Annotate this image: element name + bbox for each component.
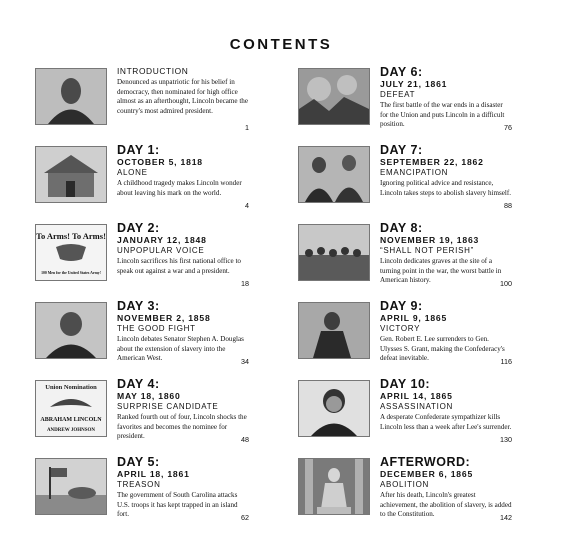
page-number: 130 [500,435,512,444]
portrait-icon [299,381,369,436]
portrait-icon [299,303,369,358]
entry-day: DAY 2: [117,221,160,235]
entry-subtitle: UNPOPULAR VOICE [117,246,205,255]
entry-description: A desperate Confederate sympathizer kills Lincoln less than a week after Lee's surrender. [380,413,512,431]
entry-subtitle: THE GOOD FIGHT [117,324,196,333]
poster-subline: 100 Men for the United States Army! [41,271,101,275]
battle-icon [299,69,369,124]
poster-icon [36,225,106,280]
page-number: 34 [241,357,249,366]
toc-entry-day-6[interactable] [298,66,512,132]
entry-date: DECEMBER 6, 1865 [380,469,474,479]
toc-entry-afterword[interactable] [298,456,512,522]
booth-portrait-thumbnail [298,380,370,437]
entry-day: DAY 8: [380,221,423,235]
entry-day: DAY 9: [380,299,423,313]
page-number: 88 [504,201,512,210]
grant-portrait-thumbnail [298,302,370,359]
page-number: 100 [500,279,512,288]
entry-day: DAY 10: [380,377,431,391]
entry-description: Denounced as unpatriotic for his belief in democracy, then nominated for high office almost as an afterthought, Lincoln became the country's most admired president. [117,78,248,115]
toc-entry-day-1[interactable] [35,144,249,210]
entry-date: NOVEMBER 19, 1863 [380,235,480,245]
entry-date: SEPTEMBER 22, 1862 [380,157,484,167]
page-number: 18 [241,279,249,288]
toc-entry-day-4[interactable] [35,378,249,444]
toc-entry-day-7[interactable] [298,144,512,210]
recruiting-poster-thumbnail [35,224,107,281]
toc-entry-day-8[interactable] [298,222,512,288]
entry-description: Lincoln debates Senator Stephen A. Douglas about the extension of slavery into the American West. [117,335,244,363]
cabin-thumbnail [35,146,107,203]
gettysburg-crowd-thumbnail [298,224,370,281]
campaign-banner-thumbnail [35,380,107,437]
lincoln-memorial-thumbnail [298,458,370,515]
entry-day: AFTERWORD: [380,455,471,469]
entry-date: NOVEMBER 2, 1858 [117,313,211,323]
page-title: CONTENTS [229,36,333,53]
entry-day: DAY 5: [117,455,160,469]
entry-date: MAY 18, 1860 [117,391,181,401]
entry-description: The government of South Carolina attacks U.S. troops it has kept trapped in an island fort. [117,491,238,519]
cabinet-meeting-thumbnail [298,146,370,203]
entry-subtitle: TREASON [117,480,161,489]
page-number: 142 [500,513,512,522]
entry-day: DAY 7: [380,143,423,157]
page-number: 62 [241,513,249,522]
entry-subtitle: INTRODUCTION [117,66,189,76]
entry-subtitle: VICTORY [380,324,421,333]
entry-subtitle: “SHALL NOT PERISH” [380,246,474,255]
banner-icon [36,381,106,436]
entry-description: Ranked fourth out of four, Lincoln shocks the favorites and becomes the nominee for president. [117,413,247,441]
portrait-icon [36,303,106,358]
entry-day: DAY 3: [117,299,160,313]
portrait-icon [36,69,106,124]
toc-entry-introduction[interactable] [35,66,249,132]
entry-description: Gen. Robert E. Lee surrenders to Gen. Ulysses S. Grant, making the Confederacy's defeat inevitable. [380,335,505,363]
fort-scene-thumbnail [35,458,107,515]
poster-headline: To Arms! To Arms! [36,231,106,241]
page-number: 116 [500,357,512,366]
toc-entry-day-2[interactable] [35,222,249,288]
statue-icon [299,459,369,514]
entry-subtitle: SURPRISE CANDIDATE [117,402,219,411]
entry-description: Ignoring political advice and resistance, Lincoln takes steps to abolish slavery himself. [380,179,512,197]
entry-description: A childhood tragedy makes Lincoln wonder about leaving his mark on the world. [117,179,242,197]
battle-scene-thumbnail [298,68,370,125]
entry-day: DAY 1: [117,143,160,157]
toc-entry-day-9[interactable] [298,300,512,366]
crowd-icon [299,225,369,280]
entry-subtitle: ABOLITION [380,480,429,489]
cabin-icon [36,147,106,202]
entry-subtitle: ALONE [117,168,148,177]
entry-date: OCTOBER 5, 1818 [117,157,203,167]
entry-date: APRIL 9, 1865 [380,313,448,323]
entry-subtitle: DEFEAT [380,90,416,99]
entry-date: APRIL 14, 1865 [380,391,453,401]
entry-description: The first battle of the war ends in a disaster for the Union and puts Lincoln in a difficult position. [380,101,505,129]
entry-description: After his death, Lincoln's greatest achievement, the abolition of slavery, is added to the Constitution. [380,491,512,519]
banner-headline: Union Nomination [45,384,97,391]
entry-description: Lincoln dedicates graves at the site of a turning point in the war, the worst battle in American history. [380,257,502,285]
entry-description: Lincoln sacrifices his first national office to speak out against a war and a president. [117,257,241,275]
scene-icon [299,147,369,202]
toc-entry-day-5[interactable] [35,456,249,522]
page-number: 48 [241,435,249,444]
banner-name-2: ANDREW JOHNSON [46,428,96,433]
page-number: 4 [245,201,249,210]
entry-day: DAY 6: [380,65,423,79]
toc-entry-day-10[interactable] [298,378,512,444]
banner-name-1: ABRAHAM LINCOLN [40,417,102,423]
toc-entry-day-3[interactable] [35,300,249,366]
entry-date: APRIL 18, 1861 [117,469,190,479]
scene-icon [36,459,106,514]
entry-date: JANUARY 12, 1848 [117,235,207,245]
page-number: 1 [245,123,249,132]
entry-day: DAY 4: [117,377,160,391]
douglas-portrait-thumbnail [35,302,107,359]
entry-subtitle: EMANCIPATION [380,168,449,177]
entry-subtitle: ASSASSINATION [380,402,453,411]
page-number: 76 [504,123,512,132]
entry-date: JULY 21, 1861 [380,79,448,89]
lincoln-portrait-thumbnail [35,68,107,125]
